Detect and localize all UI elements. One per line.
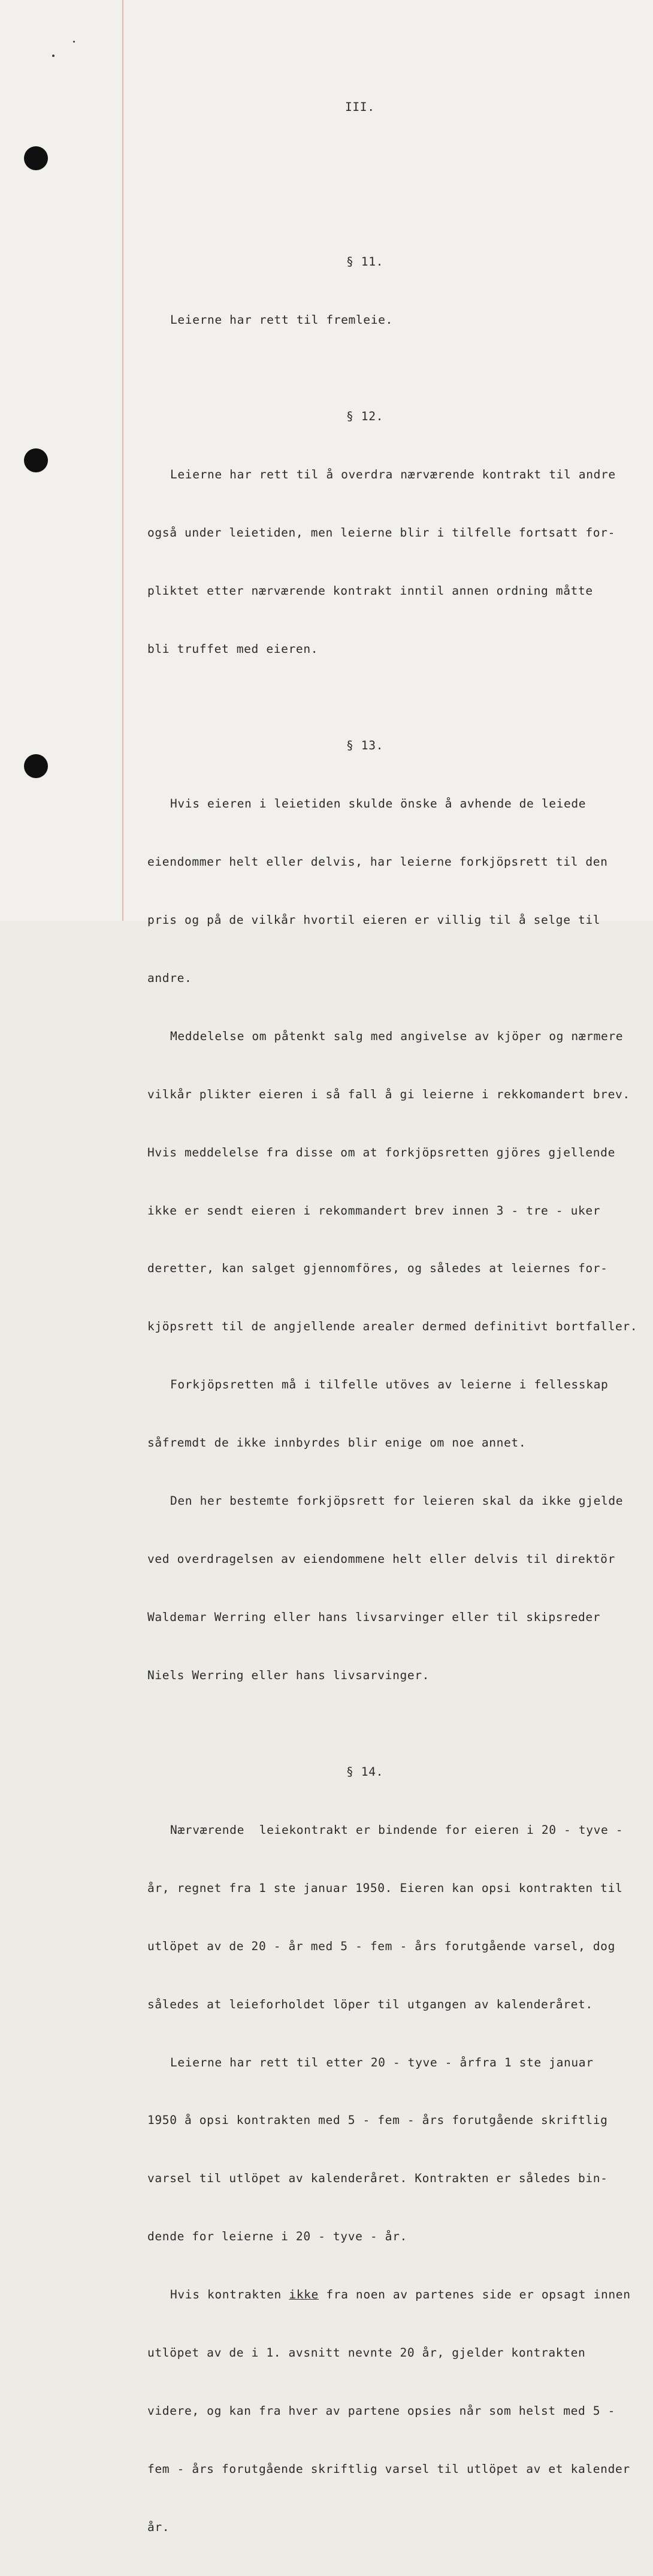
section-14-line: utlöpet av de i 1. avsnitt nevnte 20 år, gjelder kontrakten (147, 2346, 586, 2360)
section-13-line: andre. (147, 971, 192, 985)
section-14-line: Leierne har rett til etter 20 - tyve - årfra 1 ste januar (170, 2055, 594, 2069)
section-13-line: vilkår plikter eieren i så fall å gi leierne i rekkomandert brev. (147, 1087, 630, 1101)
section-14-line-with-underline (147, 2285, 645, 2304)
section-13-line: Forkjöpsretten må i tilfelle utöves av leierne i fellesskap (170, 1378, 609, 1392)
section-13-line: såfremdt de ikke innbyrdes blir enige om noe annet. (147, 1436, 527, 1450)
section-11-line: Leierne har rett til fremleie. (170, 312, 393, 327)
section-13-line: pris og på de vilkår hvortil eieren er villig til å selge til (147, 913, 601, 927)
section-14-line: år, regnet fra 1 ste januar 1950. Eieren kan opsi kontrakten til (147, 1881, 623, 1895)
section-12-line: også under leietiden, men leierne blir i tilfelle fortsatt for- (147, 526, 615, 540)
section-13-line: kjöpsrett til de angjellende arealer dermed definitivt bortfaller. (147, 1319, 638, 1334)
section-14-line: videre, og kan fra hver av partene opsies når som helst med 5 - (147, 2403, 615, 2418)
section-12-line: Leierne har rett til å overdra nærværende kontrakt til andre (170, 468, 616, 482)
section-13-line: Waldemar Werring eller hans livsarvinger eller til skipsreder (147, 1610, 601, 1624)
text-fragment: fra noen av partenes side er opsagt innen (318, 2288, 631, 2302)
section-13-line: ikke er sendt eieren i rekommandert brev innen 3 - tre - uker (147, 1203, 601, 1218)
section-14-line: varsel til utlöpet av kalenderåret. Kontrakten er således bin- (147, 2171, 608, 2186)
paper-speck (73, 41, 75, 43)
section-13-line: Niels Werring eller hans livsarvinger. (147, 1668, 430, 1682)
chapter-heading: III. (345, 100, 375, 114)
section-13-line: deretter, kan salget gjennomföres, og således at leiernes for- (147, 1261, 608, 1276)
section-14-line: 1950 å opsi kontrakten med 5 - fem - års forutgående skriftlig (147, 2113, 608, 2128)
section-14-line: år. (147, 2520, 170, 2534)
section-14-line: dende for leierne i 20 - tyve - år. (147, 2229, 407, 2244)
contract-text (147, 59, 645, 2576)
section-12-line: bli truffet med eieren. (147, 641, 319, 656)
section-13-line: Meddelelse om påtenkt salg med angivelse av kjöper og nærmere (170, 1029, 624, 1043)
punch-hole-bottom (24, 754, 48, 778)
blank-line (147, 155, 645, 174)
margin-rule (122, 0, 123, 921)
text-fragment: Hvis kontrakten (170, 2288, 289, 2302)
section-13-line: Hvis meddelelse fra disse om at forkjöpsretten gjöres gjellende (147, 1145, 615, 1159)
section-13-line: Den her bestemte forkjöpsrett for leieren skal da ikke gjelde (170, 1493, 624, 1508)
underlined-word: ikke (289, 2288, 319, 2302)
section-13-line: ved overdragelsen av eiendommene helt eller delvis til direktör (147, 1551, 615, 1566)
section-heading-13: § 13. (346, 739, 383, 753)
punch-hole-top (24, 146, 48, 170)
section-14-line: utlöpet av de 20 - år med 5 - fem - års forutgående varsel, dog (147, 1939, 615, 1953)
section-13-line: eiendommer helt eller delvis, har leierne forkjöpsrett til den (147, 855, 608, 869)
section-14-line: således at leieforholdet löper til utgangen av kalenderåret. (147, 1997, 593, 2011)
section-heading-12: § 12. (346, 409, 383, 424)
section-12-line: pliktet etter nærværende kontrakt inntil annen ordning måtte (147, 584, 593, 598)
section-14-line: Nærværende leiekontrakt er bindende for eieren i 20 - tyve - (170, 1823, 624, 1837)
section-heading-14: § 14. (346, 1765, 383, 1779)
section-14-line: fem - års forutgående skriftlig varsel til utlöpet av et kalender (147, 2461, 630, 2476)
section-heading-11: § 11. (346, 254, 383, 269)
section-13-line: Hvis eieren i leietiden skulde önske å avhende de leiede (170, 797, 587, 811)
paper-speck (52, 55, 55, 57)
punch-hole-middle (24, 448, 48, 472)
